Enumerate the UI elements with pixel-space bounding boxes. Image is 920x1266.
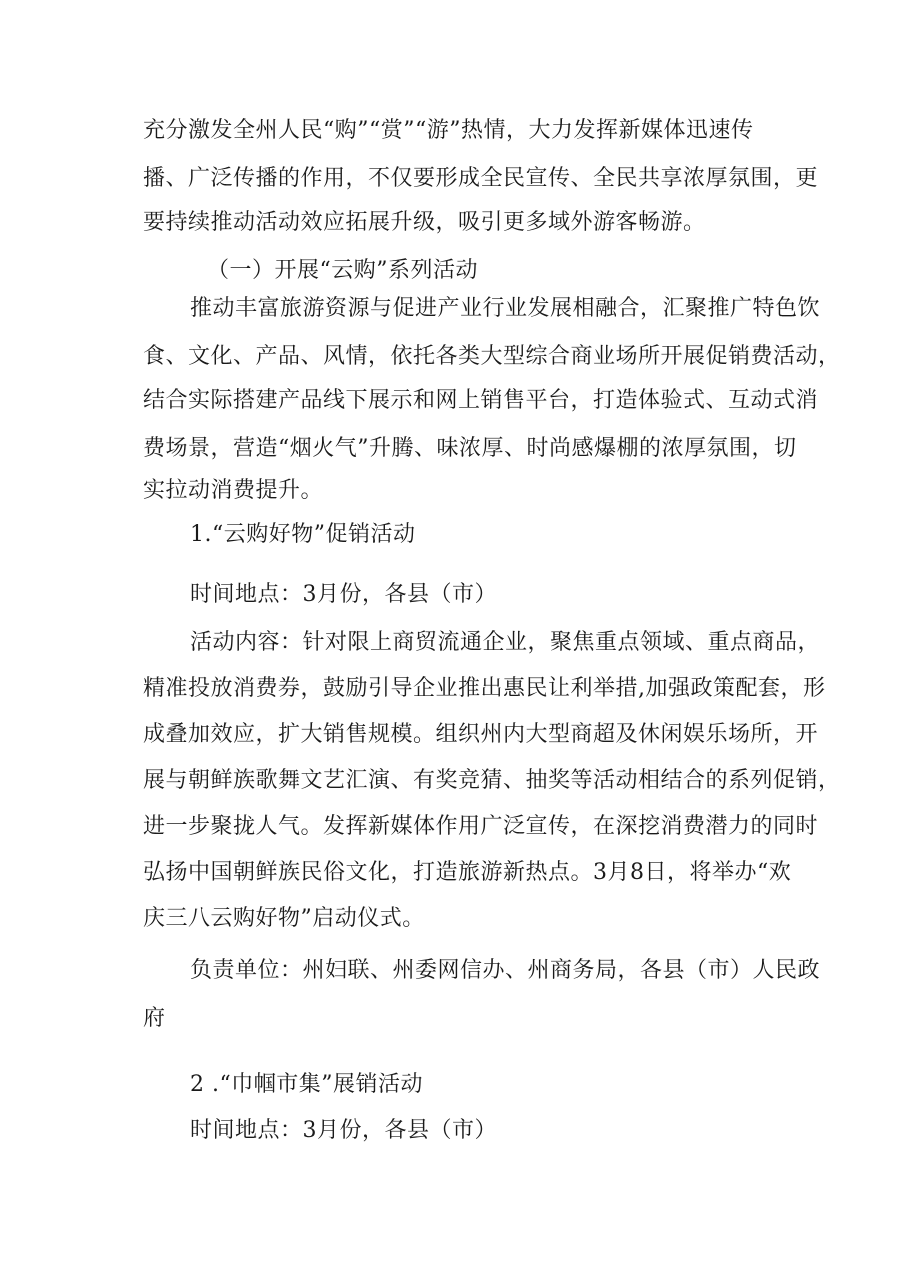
paragraph-line: 展与朝鲜族歌舞文艺汇演、有奖竞猜、抽奖等活动相结合的系列促销， (143, 768, 841, 793)
paragraph-line: 精准投放消费券，鼓励引导企业推出惠民让利举措,加强政策配套，形 (143, 676, 826, 701)
paragraph-line: 实拉动消费提升。 (143, 478, 324, 503)
paragraph-line: 食、文化、产品、风情，依托各类大型综合商业场所开展促销费活动， (143, 344, 841, 369)
paragraph-line: 弘扬中国朝鲜族民俗文化，打造旅游新热点。3月8日，将举办“欢 (143, 860, 792, 885)
paragraph-line: 结合实际搭建产品线下展示和网上销售平台，打造体验式、互动式消 (143, 388, 819, 413)
paragraph-line: 成叠加效应，扩大销售规模。组织州内大型商超及休闲娱乐场所，开 (143, 722, 819, 747)
paragraph-line: 府 (143, 1006, 166, 1031)
paragraph-line: 要持续推动活动效应拓展升级，吸引更多域外游客畅游。 (143, 210, 706, 235)
subsection-heading: 1.“云购好物”促销活动 (190, 522, 416, 547)
paragraph-line: 推动丰富旅游资源与促进产业行业发展相融合，汇聚推广特色饮 (190, 296, 821, 321)
time-location: 时间地点：3月份，各县（市） (190, 1118, 497, 1143)
paragraph-line: 进一步聚拢人气。发挥新媒体作用广泛宣传，在深挖消费潜力的同时 (143, 814, 819, 839)
paragraph-line: 庆三八云购好物”启动仪式。 (143, 906, 425, 931)
paragraph-line: 播、广泛传播的作用，不仅要形成全民宣传、全民共享浓厚氛围，更 (143, 166, 819, 191)
responsible-units: 负责单位：州妇联、州委网信办、州商务局，各县（市）人民政 (190, 958, 821, 983)
time-location: 时间地点：3月份，各县（市） (190, 582, 497, 607)
subsection-heading: 2 .“巾帼市集”展销活动 (190, 1072, 423, 1097)
section-heading: （一）开展“云购”系列活动 (207, 258, 478, 283)
paragraph-line: 活动内容：针对限上商贸流通企业，聚焦重点领域、重点商品， (190, 630, 821, 655)
paragraph-line: 充分激发全州人民“购”“赏”“游”热情，大力发挥新媒体迅速传 (143, 118, 754, 143)
paragraph-line: 费场景，营造“烟火气”升腾、味浓厚、时尚感爆棚的浓厚氛围，切 (143, 436, 797, 461)
